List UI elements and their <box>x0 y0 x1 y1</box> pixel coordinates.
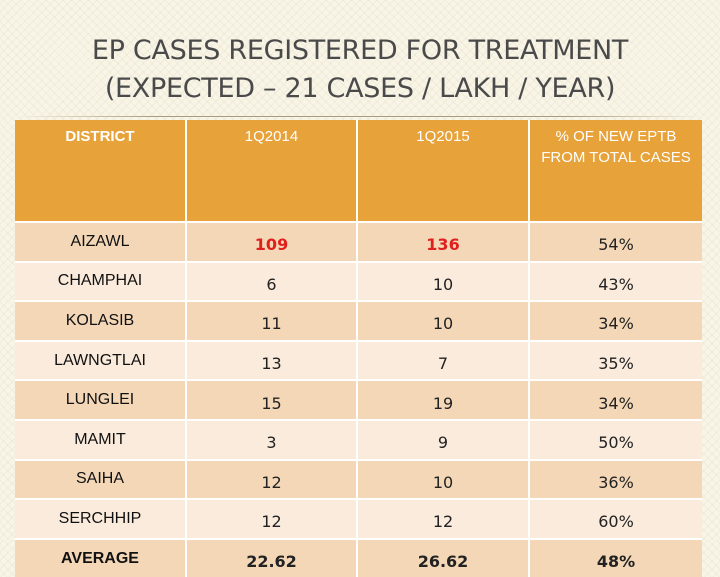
district-cell: CHAMPHAI <box>15 262 186 302</box>
value-1q2015: 7 <box>357 341 529 381</box>
value-1q2015: 10 <box>357 460 529 500</box>
value-percent: 36% <box>529 460 702 500</box>
header-district: DISTRICT <box>15 120 186 222</box>
value-percent: 60% <box>529 499 702 539</box>
title-divider <box>18 116 702 117</box>
value-1q2014: 11 <box>186 301 357 341</box>
table-row <box>15 380 702 420</box>
header-1q2015: 1Q2015 <box>357 120 529 222</box>
value-1q2014: 3 <box>186 420 357 460</box>
value-1q2015: 10 <box>357 262 529 302</box>
district-cell: LAWNGTLAI <box>15 341 186 381</box>
header-percent-new-eptb: % OF NEW EPTB FROM TOTAL CASES <box>529 120 702 222</box>
value-1q2014: 15 <box>186 380 357 420</box>
value-1q2015: 12 <box>357 499 529 539</box>
value-1q2015: 10 <box>357 301 529 341</box>
district-cell: LUNGLEI <box>15 380 186 420</box>
value-1q2014: 22.62 <box>186 539 357 577</box>
value-percent: 50% <box>529 420 702 460</box>
title-line-2: (EXPECTED – 21 CASES / LAKH / YEAR) <box>104 73 616 104</box>
value-1q2015: 136 <box>357 222 529 262</box>
average-row <box>15 539 702 577</box>
value-percent: 43% <box>529 262 702 302</box>
value-percent: 34% <box>529 301 702 341</box>
header-row <box>15 120 702 222</box>
value-percent: 34% <box>529 380 702 420</box>
district-cell: AVERAGE <box>15 539 186 577</box>
header-1q2014: 1Q2014 <box>186 120 357 222</box>
value-1q2014: 12 <box>186 499 357 539</box>
value-1q2014: 6 <box>186 262 357 302</box>
table-row <box>15 499 702 539</box>
value-1q2014: 109 <box>186 222 357 262</box>
table-row <box>15 222 702 262</box>
district-cell: KOLASIB <box>15 301 186 341</box>
value-1q2015: 19 <box>357 380 529 420</box>
ep-cases-table <box>15 120 702 577</box>
slide-title <box>0 32 720 108</box>
district-cell: SERCHHIP <box>15 499 186 539</box>
table-row <box>15 262 702 302</box>
district-cell: AIZAWL <box>15 222 186 262</box>
value-percent: 48% <box>529 539 702 577</box>
value-1q2014: 12 <box>186 460 357 500</box>
value-1q2014: 13 <box>186 341 357 381</box>
table-row <box>15 301 702 341</box>
value-1q2015: 26.62 <box>357 539 529 577</box>
table-row <box>15 341 702 381</box>
value-1q2015: 9 <box>357 420 529 460</box>
title-line-1: EP CASES REGISTERED FOR TREATMENT <box>91 35 629 66</box>
table-row <box>15 420 702 460</box>
district-cell: MAMIT <box>15 420 186 460</box>
value-percent: 54% <box>529 222 702 262</box>
value-percent: 35% <box>529 341 702 381</box>
district-cell: SAIHA <box>15 460 186 500</box>
table-row <box>15 460 702 500</box>
